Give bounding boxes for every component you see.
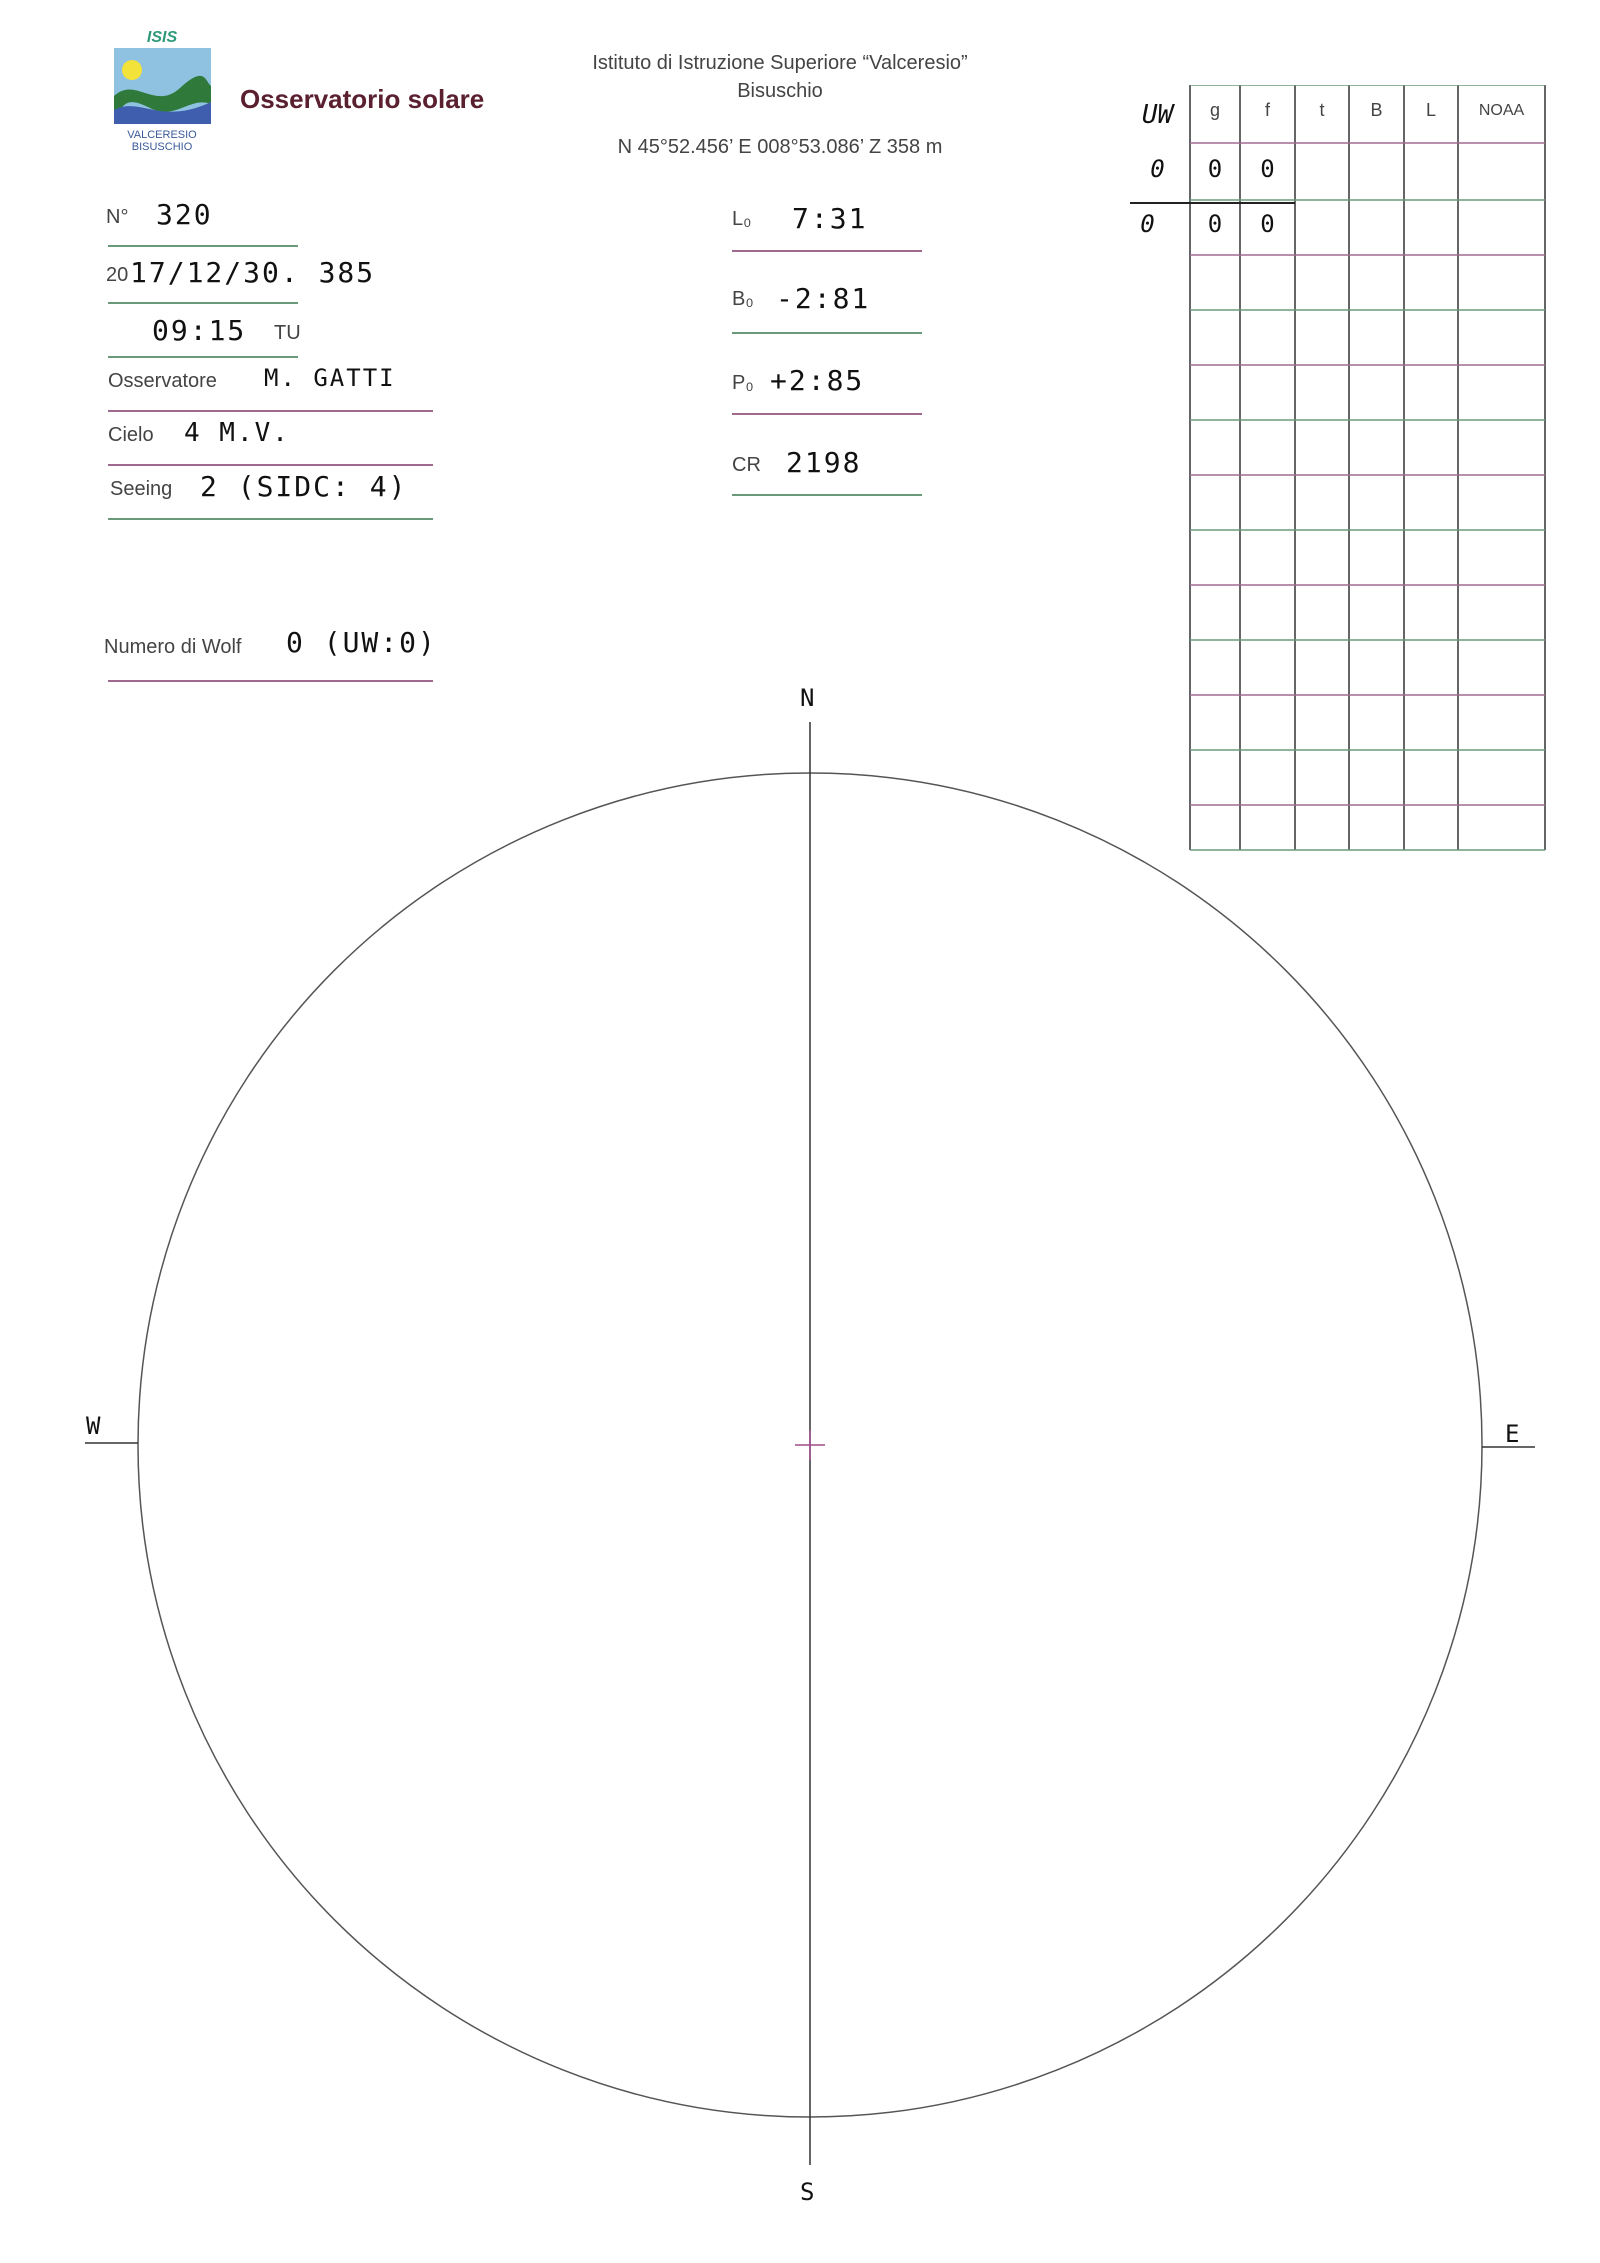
table-row2-g: 0	[1207, 210, 1223, 238]
table-row2-f: 0	[1260, 210, 1275, 238]
cr-label: CR	[732, 454, 761, 476]
observer-value: M. GATTI	[264, 364, 396, 392]
table-header-b: B	[1370, 100, 1383, 120]
table-header-l: L	[1425, 100, 1436, 120]
b0-label: B₀	[732, 288, 754, 310]
observatory-title: Osservatorio solare	[240, 84, 485, 114]
table-header-t: t	[1319, 100, 1325, 120]
table-row2-uw: 0	[1140, 210, 1155, 238]
logo-caption-1: VALCERESIO	[127, 129, 197, 141]
table-row1-g: 0	[1207, 155, 1223, 183]
sky-value: 4 M.V.	[184, 418, 290, 448]
number-value: 320	[156, 198, 213, 231]
wolf-value: 0 (UW:0)	[286, 626, 437, 659]
p0-value: +2:85	[770, 364, 865, 397]
institute-name: Istituto di Istruzione Superiore “Valceresio”	[592, 52, 968, 74]
l0-value: 7:31	[792, 202, 868, 235]
table-header-uw: UW	[1141, 100, 1174, 130]
observatory-coordinates: N 45°52.456’ E 008°53.086’ Z 358 m	[617, 136, 943, 158]
p0-label: P₀	[732, 372, 754, 394]
east-label: E	[1505, 1420, 1522, 1448]
west-label: W	[86, 1412, 103, 1440]
institute-town: Bisuschio	[737, 80, 823, 102]
seeing-label: Seeing	[110, 478, 173, 500]
table-header-noaa: NOAA	[1478, 102, 1525, 119]
time-value: 09:15	[152, 314, 247, 347]
south-label: S	[800, 2178, 817, 2206]
number-label: N°	[106, 206, 129, 228]
b0-value: -2:81	[776, 282, 871, 315]
table-header-f: f	[1264, 100, 1270, 120]
time-unit: TU	[274, 322, 301, 344]
sky-label: Cielo	[108, 424, 154, 446]
logo-text: ISIS	[146, 29, 178, 46]
observer-label: Osservatore	[108, 370, 217, 392]
date-value: 17/12/30. 385	[130, 256, 376, 289]
wolf-label: Numero di Wolf	[104, 636, 242, 658]
cr-value: 2198	[786, 446, 862, 479]
north-label: N	[800, 684, 817, 712]
logo-caption-2: BISUSCHIO	[131, 141, 193, 153]
table-row1-uw: 0	[1150, 155, 1165, 183]
seeing-value: 2 (SIDC: 4)	[200, 470, 408, 503]
l0-label: L₀	[732, 208, 752, 230]
date-prefix: 20	[106, 264, 129, 286]
table-row1-f: 0	[1260, 155, 1275, 183]
table-header-g: g	[1209, 100, 1220, 120]
